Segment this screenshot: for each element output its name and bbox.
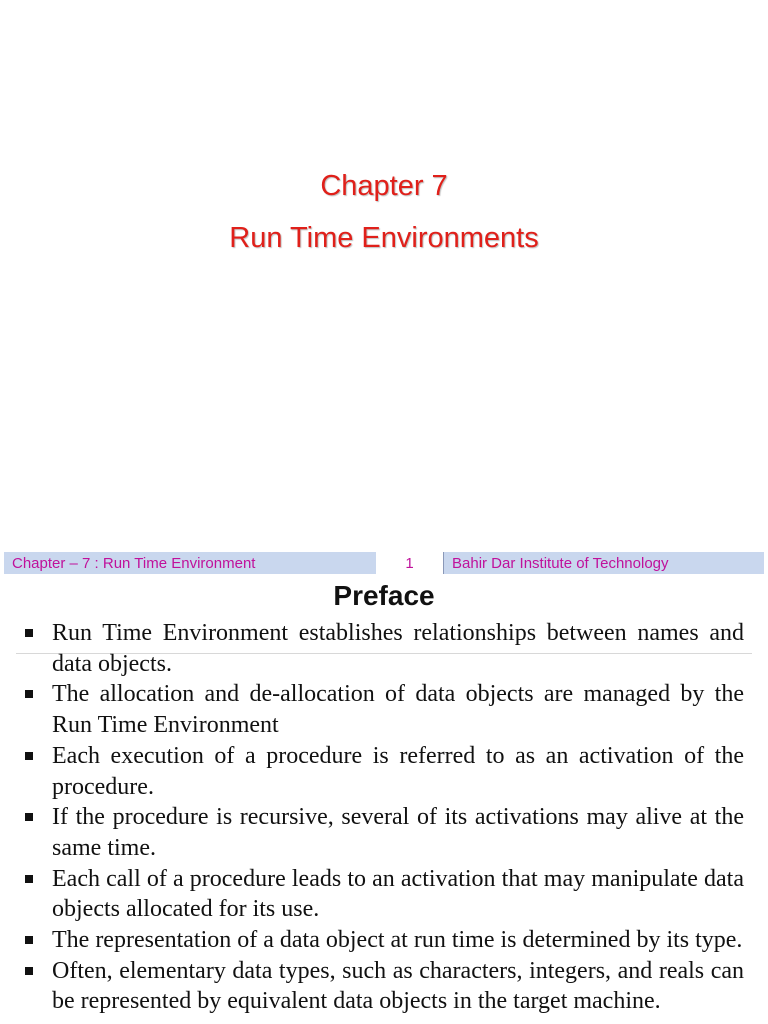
bullet-square-icon bbox=[25, 629, 33, 637]
list-item-text: If the procedure is recursive, several of its activations may alive at the same time. bbox=[52, 804, 744, 861]
bullet-square-icon bbox=[25, 936, 33, 944]
list-item bbox=[0, 618, 768, 679]
bullet-square-icon bbox=[25, 690, 33, 698]
title-slide bbox=[0, 160, 768, 264]
bullet-square-icon bbox=[25, 752, 33, 760]
list-item bbox=[0, 956, 768, 1017]
list-item-text: Run Time Environment establishes relationships between names and data objects. bbox=[52, 620, 744, 677]
list-item-text: Each execution of a procedure is referred to as an activation of the procedure. bbox=[52, 742, 744, 800]
list-item-text: Often, elementary data types, such as characters, integers, and reals can be represented by equivalent data objects in the target machine. bbox=[52, 957, 744, 1015]
list-item bbox=[0, 741, 768, 802]
bullet-square-icon bbox=[25, 813, 33, 821]
bullet-square-icon bbox=[25, 967, 33, 975]
footer-chapter-label: Chapter – 7 : Run Time Environment bbox=[12, 554, 256, 572]
list-item bbox=[0, 864, 768, 925]
list-item-text: The allocation and de-allocation of data objects are managed by the Run Time Environment bbox=[52, 681, 744, 739]
footer-institution: Bahir Dar Institute of Technology bbox=[452, 554, 669, 572]
footer-page-number: 1 bbox=[376, 552, 444, 574]
bullet-square-icon bbox=[25, 875, 33, 883]
list-item bbox=[0, 802, 768, 863]
list-item bbox=[0, 679, 768, 740]
page-title: Preface bbox=[333, 580, 435, 611]
list-item bbox=[0, 925, 768, 956]
list-item-text: The representation of a data object at run time is determined by its type. bbox=[52, 927, 743, 954]
bullet-list bbox=[0, 618, 768, 1017]
slide-footer bbox=[4, 552, 764, 574]
chapter-title: Run Time Environments bbox=[229, 222, 539, 254]
chapter-number: Chapter 7 bbox=[320, 170, 448, 202]
list-item-text: Each call of a procedure leads to an activation that may manipulate data objects allocated for its use. bbox=[52, 865, 744, 923]
